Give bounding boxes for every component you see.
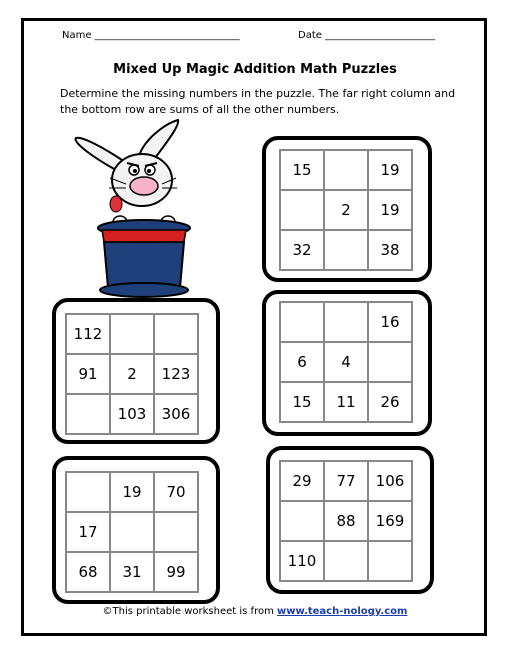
puzzle-box-3 — [262, 290, 432, 436]
puzzle-cell[interactable] — [154, 314, 198, 354]
puzzle-cell[interactable]: 99 — [154, 552, 198, 592]
puzzle-cell[interactable]: 112 — [66, 314, 110, 354]
rabbit-in-hat-illustration — [64, 118, 214, 303]
puzzle-grid-2 — [65, 313, 199, 435]
name-field-label: Name _____________________________ — [62, 30, 240, 41]
puzzle-cell[interactable] — [368, 342, 412, 382]
puzzle-cell[interactable]: 26 — [368, 382, 412, 422]
puzzle-box-5 — [266, 446, 434, 594]
puzzle-cell[interactable]: 4 — [324, 342, 368, 382]
puzzle-cell[interactable]: 31 — [110, 552, 154, 592]
footer — [0, 606, 510, 617]
puzzle-cell[interactable] — [324, 541, 368, 581]
puzzle-cell[interactable] — [324, 230, 368, 270]
puzzle-cell[interactable]: 91 — [66, 354, 110, 394]
puzzle-cell[interactable] — [154, 512, 198, 552]
puzzle-cell[interactable] — [280, 190, 324, 230]
puzzle-cell[interactable]: 306 — [154, 394, 198, 434]
puzzle-box-2 — [52, 298, 220, 444]
puzzle-cell[interactable] — [324, 150, 368, 190]
puzzle-cell[interactable]: 88 — [324, 501, 368, 541]
puzzle-cell[interactable]: 38 — [368, 230, 412, 270]
puzzle-grid-1 — [279, 149, 413, 271]
puzzle-cell[interactable]: 106 — [368, 461, 412, 501]
puzzle-cell[interactable] — [110, 314, 154, 354]
puzzle-cell[interactable]: 19 — [368, 190, 412, 230]
puzzle-cell[interactable]: 29 — [280, 461, 324, 501]
puzzle-box-1 — [262, 136, 432, 282]
puzzle-cell[interactable] — [110, 512, 154, 552]
puzzle-cell[interactable]: 70 — [154, 472, 198, 512]
puzzle-cell[interactable]: 15 — [280, 150, 324, 190]
date-field-label: Date ______________________ — [298, 30, 436, 41]
puzzle-cell[interactable] — [66, 394, 110, 434]
puzzle-cell[interactable]: 68 — [66, 552, 110, 592]
puzzle-cell[interactable]: 11 — [324, 382, 368, 422]
puzzle-cell[interactable] — [280, 302, 324, 342]
puzzle-grid-4 — [65, 471, 199, 593]
puzzle-cell[interactable]: 77 — [324, 461, 368, 501]
puzzle-grid-5 — [279, 460, 413, 582]
puzzle-cell[interactable] — [280, 501, 324, 541]
puzzle-cell[interactable]: 19 — [110, 472, 154, 512]
instructions-text: Determine the missing numbers in the puzzle. The far right column and the bottom row are sums of all the other numbers. — [60, 87, 456, 116]
puzzle-cell[interactable]: 16 — [368, 302, 412, 342]
puzzle-grid-3 — [279, 301, 413, 423]
puzzle-cell[interactable]: 2 — [324, 190, 368, 230]
puzzle-cell[interactable]: 2 — [110, 354, 154, 394]
puzzle-cell[interactable]: 123 — [154, 354, 198, 394]
puzzle-cell[interactable]: 17 — [66, 512, 110, 552]
puzzle-cell[interactable]: 103 — [110, 394, 154, 434]
puzzle-cell[interactable]: 6 — [280, 342, 324, 382]
footer-link[interactable]: www.teach-nology.com — [277, 606, 408, 617]
puzzle-cell[interactable]: 19 — [368, 150, 412, 190]
puzzle-cell[interactable]: 169 — [368, 501, 412, 541]
page-title: Mixed Up Magic Addition Math Puzzles — [113, 62, 397, 77]
puzzle-cell[interactable] — [368, 541, 412, 581]
puzzle-cell[interactable]: 15 — [280, 382, 324, 422]
footer-text: ©This printable worksheet is from — [102, 606, 277, 617]
puzzle-box-4 — [52, 456, 220, 604]
puzzle-cell[interactable] — [324, 302, 368, 342]
puzzle-cell[interactable]: 32 — [280, 230, 324, 270]
puzzle-cell[interactable]: 110 — [280, 541, 324, 581]
puzzle-cell[interactable] — [66, 472, 110, 512]
